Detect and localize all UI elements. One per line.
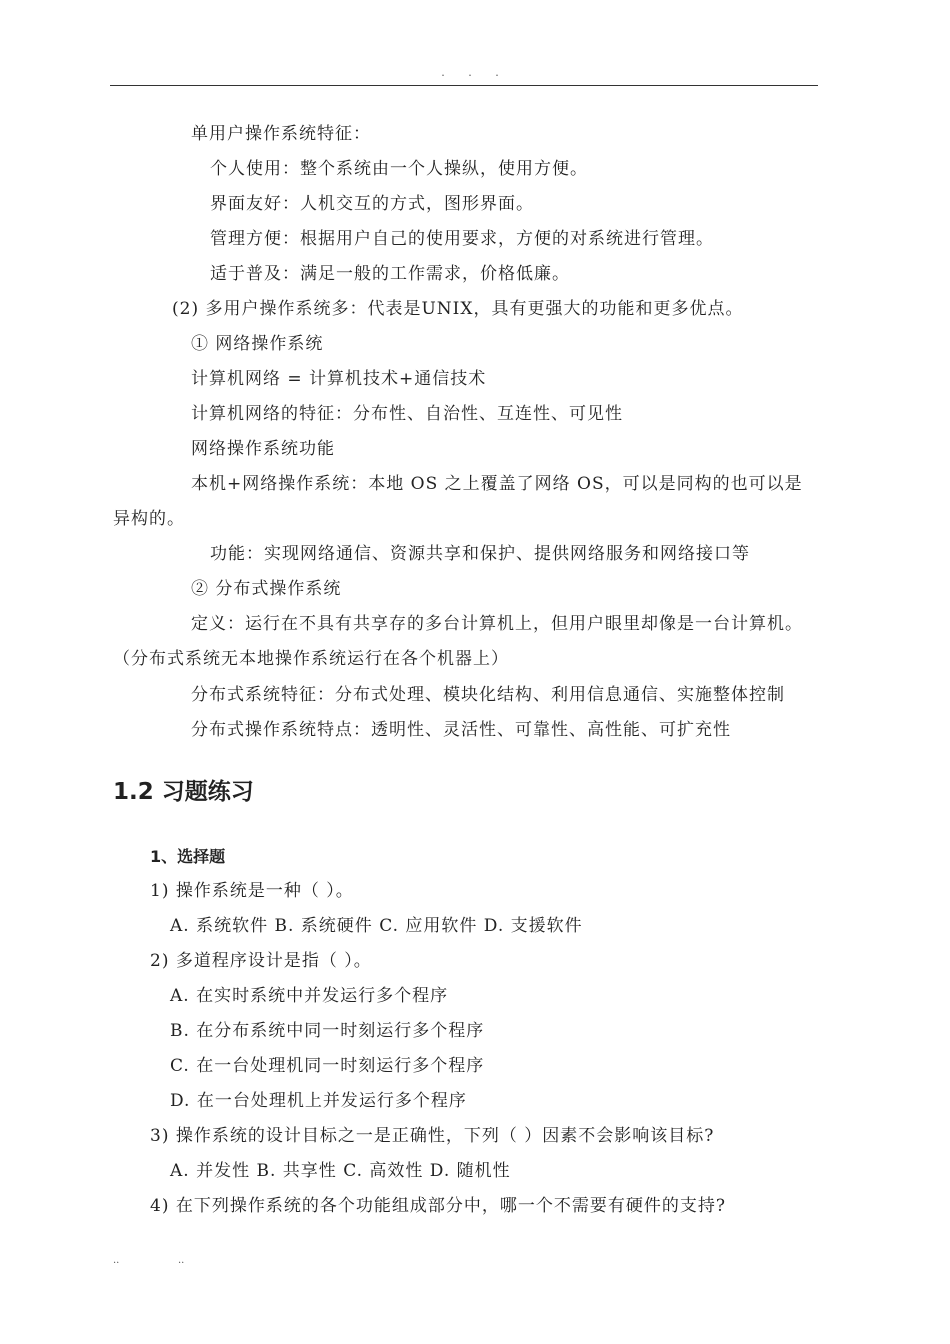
text-line: 异构的。 (113, 509, 185, 529)
question-1-options: A. 系统软件 B. 系统硬件 C. 应用软件 D. 支援软件 (170, 916, 583, 936)
section-title: 1.2 习题练习 (113, 779, 254, 805)
text-line: ① 网络操作系统 (191, 334, 324, 354)
subsection-title: 1、选择题 (150, 847, 226, 866)
text-line: 定义：运行在不具有共享存的多台计算机上，但用户眼里却像是一台计算机。 (191, 614, 803, 634)
question-3: 3) 操作系统的设计目标之一是正确性，下列（ ）因素不会影响该目标? (150, 1126, 715, 1146)
footer-left-dots: .. (113, 1255, 120, 1266)
text-line: ② 分布式操作系统 (191, 579, 342, 599)
header-rule (110, 85, 818, 86)
question-2-option-b: B. 在分布系统中同一时刻运行多个程序 (170, 1021, 485, 1041)
footer-right-dots: .. (178, 1255, 185, 1266)
text-line: 计算机网络 = 计算机技术+通信技术 (191, 369, 487, 389)
text-line: 计算机网络的特征：分布性、自治性、互连性、可见性 (191, 404, 623, 424)
text-line: 本机+网络操作系统：本地 OS 之上覆盖了网络 OS，可以是同构的也可以是 (191, 474, 803, 494)
question-2-option-c: C. 在一台处理机同一时刻运行多个程序 (170, 1056, 485, 1076)
header-dots: . . . (441, 66, 509, 79)
text-line: 分布式系统特征：分布式处理、模块化结构、利用信息通信、实施整体控制 (191, 685, 785, 705)
text-line: 分布式操作系统特点：透明性、灵活性、可靠性、高性能、可扩充性 (191, 720, 731, 740)
text-line: （分布式系统无本地操作系统运行在各个机器上） (113, 649, 509, 669)
question-1: 1) 操作系统是一种（ ）。 (150, 881, 354, 901)
text-line: 个人使用：整个系统由一个人操纵，使用方便。 (210, 159, 588, 179)
text-line: 单用户操作系统特征： (191, 124, 371, 144)
question-3-options: A. 并发性 B. 共享性 C. 高效性 D. 随机性 (170, 1161, 511, 1181)
text-line: 功能：实现网络通信、资源共享和保护、提供网络服务和网络接口等 (210, 544, 750, 564)
text-line: 适于普及：满足一般的工作需求，价格低廉。 (210, 264, 570, 284)
text-line: 网络操作系统功能 (191, 439, 335, 459)
question-2-option-d: D. 在一台处理机上并发运行多个程序 (170, 1091, 467, 1111)
text-line: 管理方便：根据用户自己的使用要求，方便的对系统进行管理。 (210, 229, 714, 249)
question-2-option-a: A. 在实时系统中并发运行多个程序 (170, 986, 449, 1006)
question-2: 2) 多道程序设计是指（ ）。 (150, 951, 372, 971)
text-line: 界面友好：人机交互的方式，图形界面。 (210, 194, 534, 214)
question-4: 4) 在下列操作系统的各个功能组成部分中，哪一个不需要有硬件的支持? (150, 1196, 726, 1216)
text-line: (2) 多用户操作系统多：代表是UNIX，具有更强大的功能和更多优点。 (172, 299, 744, 319)
